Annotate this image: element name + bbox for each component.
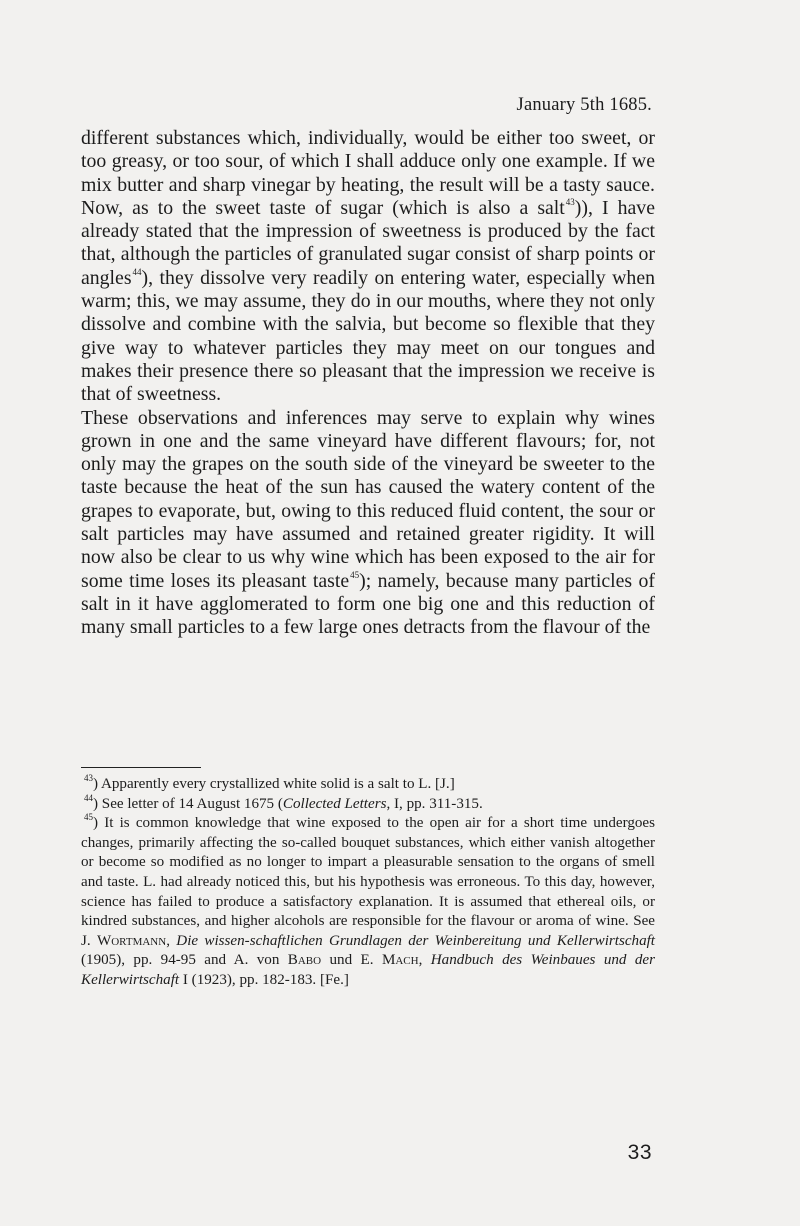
footnote-43: $^{43}$) Apparently every crystallized white solid is a salt to L. [J.] bbox=[84, 773, 455, 792]
footnote-divider bbox=[81, 767, 201, 768]
paragraph-2: These observations and inferences may serve to explain why wines grown in one and the same vineyard have different flavours; for, not only may the grapes on the south side of the vineyard be sweeter to the taste because the heat of the sun has caused the watery content of the grapes to evaporate, but, owing to this reduced fluid content, the sour or salt particles may have assumed and retained greater rigidity. It will now also be clear to us why wine which has been exposed to the air for some time loses its pleasant taste$^{45}$); namely, because many particles of salt in it have agglomerated to form one big one and this reduction of many small particles to a few large ones detracts from the flavour of the bbox=[81, 406, 655, 639]
footnote-44: $^{44}$) See letter of 14 August 1675 (Collected Letters, I, pp. 311-315. bbox=[84, 792, 483, 812]
footnotes bbox=[81, 775, 655, 991]
running-head: January 5th 1685. bbox=[516, 95, 652, 115]
footnote-45: $^{45}$) It is common knowledge that wine exposed to the open air for a short time undergoes changes, primarily affecting the so-called bouquet substances, which either vanish altogether or become so modified as no longer to impart a pleasurable sensation to the organs of smell and taste. L. had already noticed this, but his hypothesis was erroneous. To this day, however, science has failed to produce a satisfactory explanation. It is assumed that ethereal oils, or kindred substances, and higher alcohols are responsible for the flavour or aroma of wine. See J. Wortmann, Die wissen-schaftlichen Grundlagen der Weinbereitung und Kellerwirtschaft (1905), pp. 94-95 and A. von Babo und E. Mach, Handbuch des Weinbaues und der Kellerwirtschaft I (1923), pp. 182-183. [Fe.] bbox=[81, 812, 656, 988]
footnote-ref-43[interactable]: 43 bbox=[565, 196, 575, 207]
footnote-ref-44[interactable]: 44 bbox=[132, 266, 142, 277]
footnote-ref-45[interactable]: 45 bbox=[350, 569, 360, 580]
page-number: 33 bbox=[627, 1141, 652, 1164]
main-text bbox=[81, 127, 655, 640]
paragraph-1: different substances which, individually, would be either too sweet, or too greasy, or too sour, of which I shall adduce only one example. If we mix butter and sharp vinegar by heating, the result will be a tasty sauce. Now, as to the sweet taste of sugar (which is also a salt$^{43}$)), I have already stated that the impression of sweetness is produced by the fact that, although the particles of granulated sugar consist of sharp points or angles$^{44}$), they dissolve very readily on entering water, especially when warm; this, we may assume, they do in our mouths, where they not only dissolve and combine with the salvia, but become so flexible that they give way to whatever particles they may meet on our tongues and makes their presence there so pleasant that the impression we receive is that of sweetness. bbox=[81, 127, 655, 406]
